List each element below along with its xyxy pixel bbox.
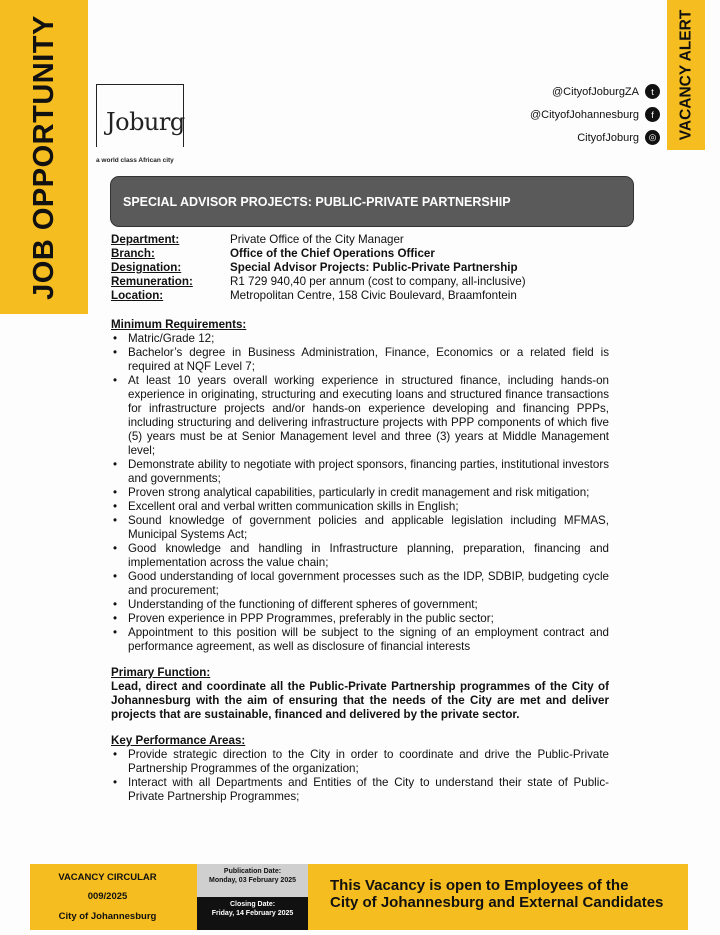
job-title: SPECIAL ADVISOR PROJECTS: PUBLIC-PRIVATE PARTNERSHIP [123, 194, 511, 209]
closing-date-value: Friday, 14 February 2025 [211, 910, 294, 917]
job-opportunity-text: JOB OPPORTUNITY [27, 14, 60, 300]
job-opportunity-banner [0, 0, 88, 314]
requirement-item: • Understanding of the functioning of different spheres of government; [111, 598, 609, 612]
facebook-icon: f [645, 107, 660, 122]
requirements-heading: Minimum Requirements: [111, 318, 247, 331]
closing-date-box [197, 897, 308, 930]
logo-tagline: a world class African city [96, 157, 174, 164]
kpa-item: • Provide strategic direction to the City in order to coordinate and drive the Public-Private Partnership Programmes of the organization; [111, 748, 609, 776]
social-handle: @CityofJohannesburg [529, 108, 639, 121]
circular-label: VACANCY CIRCULAR [58, 872, 157, 884]
social-handle: CityofJoburg [577, 131, 639, 144]
detail-row-remuneration [111, 275, 631, 289]
vacancy-alert-text: VACANCY ALERT [677, 9, 695, 141]
requirement-item: • Good understanding of local government processes such as the IDP, SDBIP, budgeting cycle and procurement; [111, 570, 609, 598]
dates-block [197, 864, 308, 930]
requirement-item: • Demonstrate ability to negotiate with project sponsors, financing parties, institutional investors and governments; [111, 458, 609, 486]
requirement-item: • At least 10 years overall working experience in structured finance, including hands-on experience in originating, structuring and executing loans and structured finance transactions for infrastructure projects and/or hands-on experience developing and financing PPPs, including structuring and delivering infrastructure projects with PPP components of which five (5) years must be at Senior Management level and three (3) years at Middle Management level; [111, 374, 609, 458]
detail-value: Metropolitan Centre, 158 Civic Boulevard, Braamfontein [230, 289, 517, 302]
requirement-item: • Proven experience in PPP Programmes, preferably in the public sector; [111, 612, 609, 626]
requirements-list [111, 332, 609, 654]
detail-label: Department: [111, 233, 180, 246]
detail-value: R1 729 940,40 per annum (cost to company, all-inclusive) [230, 275, 526, 288]
detail-label: Location: [111, 289, 164, 302]
requirement-item: • Sound knowledge of government policies and applicable legislation including MFMAS, Municipal Systems Act; [111, 514, 609, 542]
social-link-twitter[interactable] [530, 80, 660, 103]
requirement-item: • Matric/Grade 12; [111, 332, 609, 346]
circular-info [30, 864, 185, 930]
detail-value: Private Office of the City Manager [230, 233, 404, 246]
vacancy-alert-banner [667, 0, 705, 150]
social-link-facebook[interactable] [530, 103, 660, 126]
job-body [111, 318, 609, 804]
job-title-box [110, 176, 634, 227]
social-links [530, 80, 660, 149]
twitter-icon: t [645, 84, 660, 99]
kpa-heading: Key Performance Areas: [111, 734, 246, 747]
social-link-instagram[interactable] [530, 126, 660, 149]
requirement-item: • Proven strong analytical capabilities, particularly in credit management and risk mitigation; [111, 486, 609, 500]
detail-value: Office of the Chief Operations Officer [230, 247, 435, 260]
requirement-item: • Bachelor’s degree in Business Administration, Finance, Economics or a related field is required at NQF Level 7; [111, 346, 609, 374]
detail-row-department [111, 233, 631, 247]
social-handle: @CityofJoburgZA [552, 85, 639, 98]
closing-date-label: Closing Date: [229, 901, 276, 908]
detail-row-designation [111, 261, 631, 275]
kpa-item: • Interact with all Departments and Entities of the City to understand their state of Public-Private Partnership Programmes; [111, 776, 609, 804]
primary-function-text: Lead, direct and coordinate all the Public-Private Partnership programmes of the City of Johannesburg with the aim of ensuring that the needs of the City are met and deliver projects that are sustainable, financed and delivered by the private sector. [111, 680, 609, 721]
kpa-list [111, 748, 609, 804]
publication-date-value: Monday, 03 February 2025 [208, 877, 297, 884]
detail-label: Remuneration: [111, 275, 193, 288]
eligibility-line-1: This Vacancy is open to Employees of the [330, 877, 629, 894]
requirement-item: • Good knowledge and handling in Infrastructure planning, preparation, financing and implementation across the value chain; [111, 542, 609, 570]
circular-number: 009/2025 [87, 891, 128, 903]
job-details [111, 233, 631, 303]
circular-org: City of Johannesburg [58, 910, 157, 922]
publication-date-label: Publication Date: [223, 868, 282, 875]
detail-row-branch [111, 247, 631, 261]
detail-label: Branch: [111, 247, 155, 260]
requirement-item: • Appointment to this position will be subject to the signing of an employment contract and performance agreement, as well as disclosure of financial interests [111, 626, 609, 654]
requirement-item: • Excellent oral and verbal written communication skills in English; [111, 500, 609, 514]
primary-function-heading: Primary Function: [111, 666, 211, 679]
joburg-logo: Joburg [106, 108, 185, 136]
instagram-icon: ◎ [645, 130, 660, 145]
detail-label: Designation: [111, 261, 182, 274]
footer-bar [30, 864, 688, 930]
eligibility-line-2: City of Johannesburg and External Candidates [330, 894, 664, 911]
detail-row-location [111, 289, 631, 303]
detail-value: Special Advisor Projects: Public-Private Partnership [230, 261, 518, 274]
eligibility-notice [330, 877, 685, 911]
publication-date-box [197, 864, 308, 897]
